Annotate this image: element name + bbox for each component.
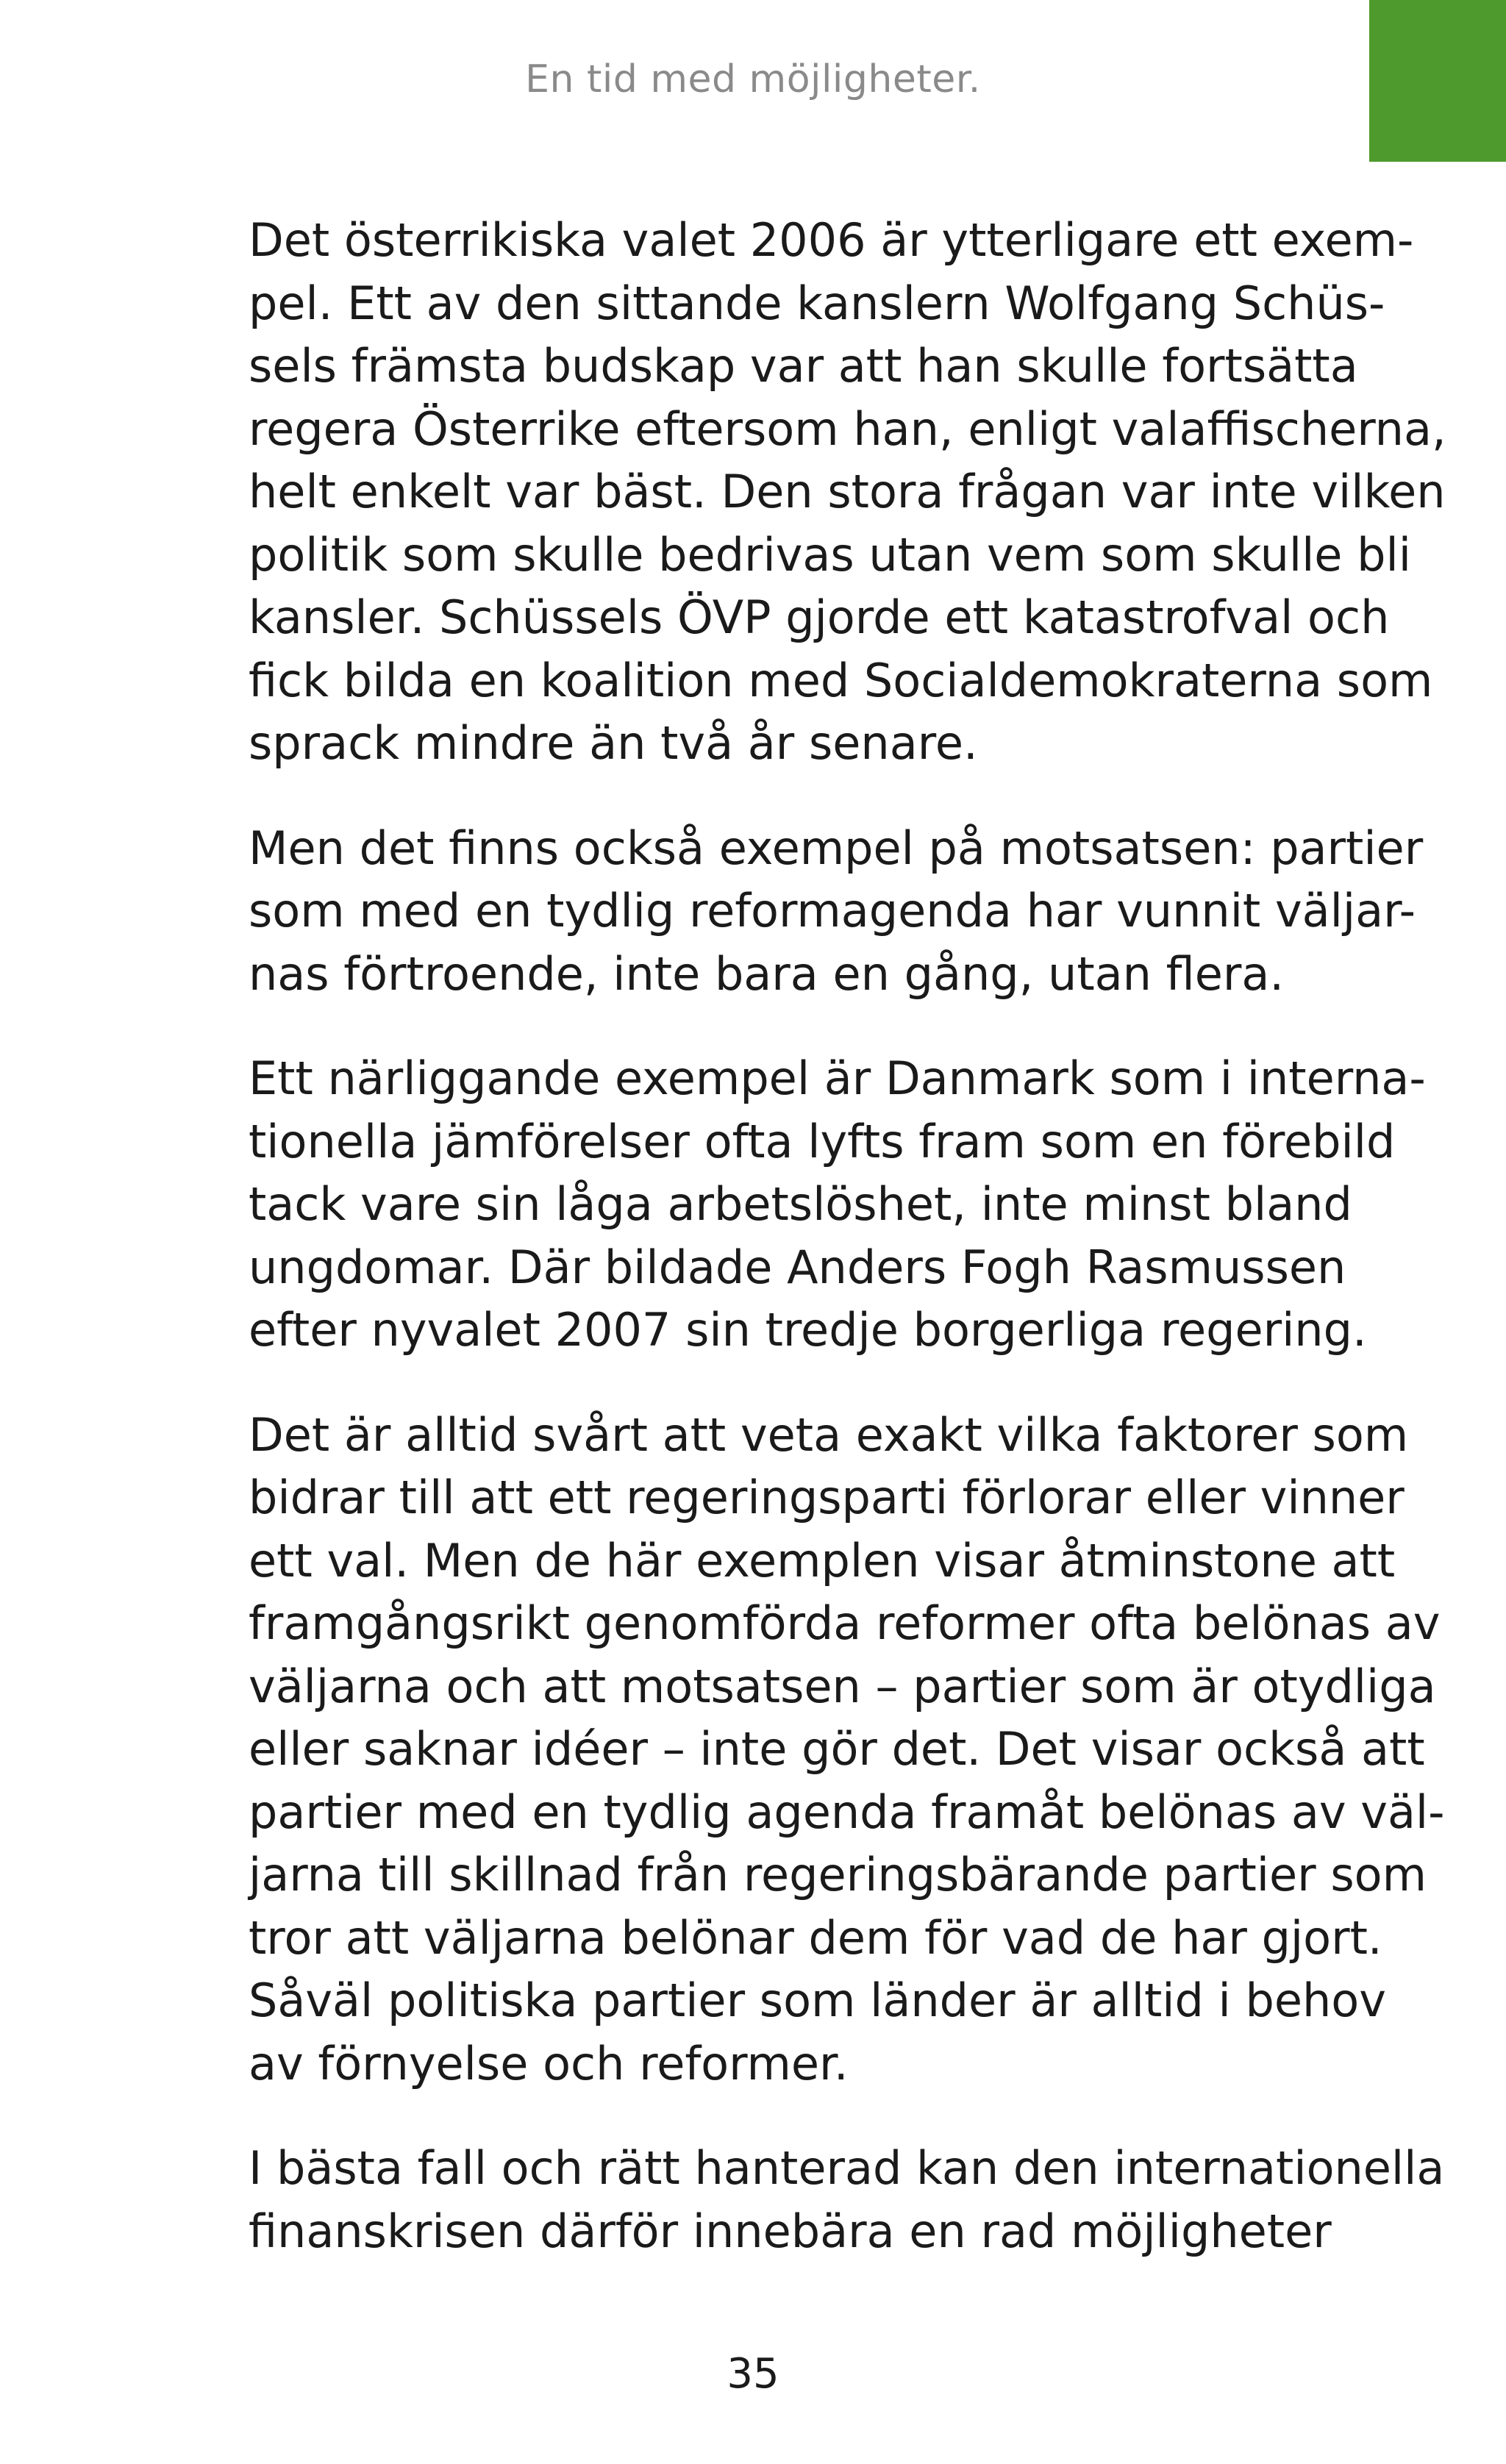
text-line: Det österrikiska valet 2006 är ytterligare ett exem- (249, 213, 1414, 267)
text-line: tack vare sin låga arbetslöshet, inte minst bland (249, 1177, 1352, 1231)
text-line: nas förtroende, inte bara en gång, utan flera. (249, 946, 1285, 1001)
running-header: En tid med möjligheter. (525, 57, 981, 101)
paragraph (249, 1047, 1426, 1362)
text-line: Men det finns också exempel på motsatsen: partier (249, 821, 1424, 875)
text-line: sels främsta budskap var att han skulle fortsätta (249, 339, 1358, 393)
body-text (249, 209, 1446, 2304)
text-line: pel. Ett av den sittande kanslern Wolfgang Schüs- (249, 276, 1385, 330)
page-number: 35 (727, 2350, 779, 2398)
text-line: som med en tydlig reformagenda har vunnit väljar- (249, 884, 1416, 938)
paragraph (249, 2137, 1445, 2263)
paragraph (249, 209, 1446, 775)
text-line: väljarna och att motsatsen – partier som är otydliga (249, 1659, 1436, 1713)
text-line: ungdomar. Där bildade Anders Fogh Rasmussen (249, 1240, 1346, 1294)
paragraph (249, 1404, 1445, 2096)
text-line: bidrar till att ett regeringsparti förlorar eller vinner (249, 1471, 1405, 1524)
text-line: efter nyvalet 2007 sin tredje borgerliga regering. (249, 1303, 1367, 1357)
text-line: I bästa fall och rätt hanterad kan den internationella (249, 2141, 1445, 2195)
paragraph (249, 817, 1424, 1006)
chapter-tab (1369, 0, 1506, 162)
text-line: partier med en tydlig agenda framåt belönas av väl- (249, 1785, 1445, 1839)
text-line: helt enkelt var bäst. Den stora frågan var inte vilken (249, 465, 1446, 518)
text-line: av förnyelse och reformer. (249, 2036, 849, 2090)
text-line: sprack mindre än två år senare. (249, 716, 978, 770)
text-line: politik som skulle bedrivas utan vem som skulle bli (249, 527, 1411, 582)
text-line: regera Österrike eftersom han, enligt valaffischerna, (249, 401, 1446, 456)
text-line: eller saknar idéer – inte gör det. Det visar också att (249, 1722, 1425, 1776)
text-line: Ett närliggande exempel är Danmark som i interna- (249, 1051, 1426, 1105)
text-line: tror att väljarna belönar dem för vad de har gjort. (249, 1910, 1382, 1965)
text-line: Det är alltid svårt att veta exakt vilka faktorer som (249, 1407, 1409, 1462)
text-line: framgångsrikt genomförda reformer ofta belönas av (249, 1596, 1441, 1650)
text-line: tionella jämförelser ofta lyfts fram som en förebild (249, 1114, 1396, 1168)
text-line: finanskrisen därför innebära en rad möjligheter (249, 2204, 1332, 2258)
text-line: Såväl politiska partier som länder är alltid i behov (249, 1974, 1386, 2027)
text-line: kansler. Schüssels ÖVP gjorde ett katastrofval och (249, 590, 1390, 644)
text-line: fick bilda en koalition med Socialdemokraterna som (249, 653, 1433, 707)
text-line: jarna till skillnad från regeringsbärande partier som (249, 1848, 1427, 1901)
text-line: ett val. Men de här exemplen visar åtminstone att (249, 1533, 1396, 1588)
